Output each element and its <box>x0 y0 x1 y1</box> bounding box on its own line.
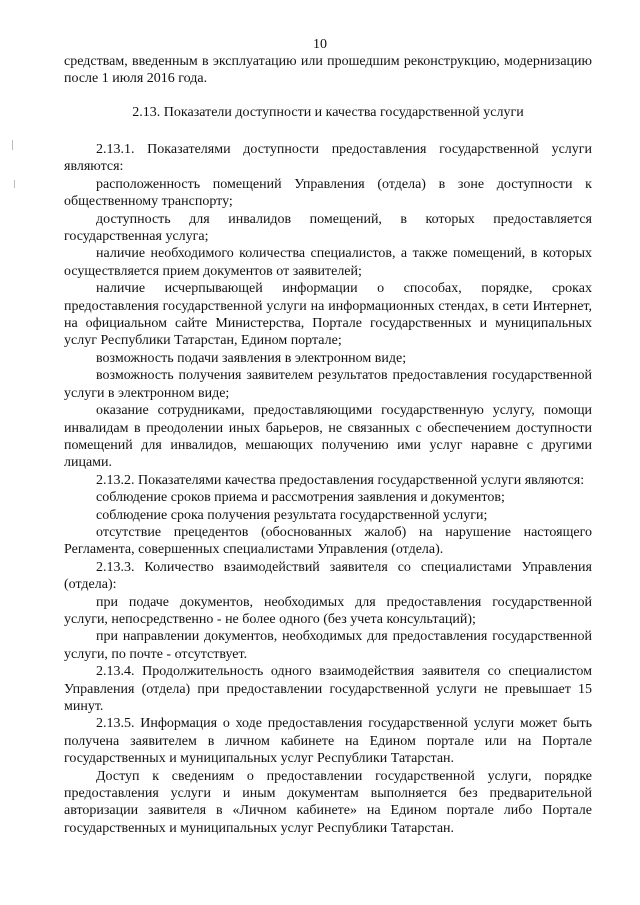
paragraph: 2.13.1. Показателями доступности предоставления государственной услуги являются: <box>64 142 592 175</box>
paragraph: наличие исчерпывающей информации о способах, порядке, сроках предоставления государственной услуги на информационных стендах, в сети Интернет, на официальном сайте Министерства, Портале государственных и муниципальных услуг Республики Татарстан, Едином портале; <box>64 281 592 349</box>
paragraph: возможность получения заявителем результатов предоставления государственной услуги в электронном виде; <box>64 368 592 401</box>
scan-mark <box>12 140 13 150</box>
paragraph: наличие необходимого количества специалистов, а также помещений, в которых осуществляется прием документов от заявителей; <box>64 246 592 279</box>
paragraph: оказание сотрудниками, предоставляющими государственную услугу, помощи инвалидам в преодолении иных барьеров, не связанных с обеспечением доступности помещений для инвалидов, мешающих получению ими услуг наравне с другими лицами. <box>64 403 592 471</box>
page-number: 10 <box>313 37 327 52</box>
section-heading-block <box>64 104 592 121</box>
paragraph: возможность подачи заявления в электронном виде; <box>96 350 407 366</box>
continuation-block <box>64 53 592 88</box>
paragraph: расположенность помещений Управления (отдела) в зоне доступности к общественному транспорту; <box>64 176 592 210</box>
paragraph: Доступ к сведениям о предоставлении государственной услуги, порядке предоставления услуги и иным документам выполняется без предварительной авторизации заявителя в «Личном кабинете» на Едином портале либо Портале государственных и муниципальных услуг Республики Татарстан. <box>64 768 592 836</box>
continuation-paragraph: средствам, введенным в эксплуатацию или прошедшим реконструкцию, модернизацию после 1 июля 2016 года. <box>64 54 592 87</box>
paragraph: 2.13.4. Продолжительность одного взаимодействия заявителя со специалистом Управления (отдела) при предоставлении государственной услуги не превышает 15 минут. <box>64 664 592 714</box>
paragraph: соблюдение сроков приема и рассмотрения заявления и документов; <box>96 490 505 506</box>
section-body <box>64 141 592 837</box>
paragraph: при подаче документов, необходимых для предоставления государственной услуги, непосредственно - не более одного (без учета консультаций); <box>64 594 592 627</box>
paragraph: отсутствие прецедентов (обоснованных жалоб) на нарушение настоящего Регламента, совершенных специалистами Управления (отдела). <box>64 524 592 558</box>
scan-mark <box>14 180 15 188</box>
paragraph: 2.13.3. Количество взаимодействий заявителя со специалистами Управления (отдела): <box>64 559 592 593</box>
paragraph: 2.13.2. Показателями качества предоставления государственной услуги являются: <box>96 472 585 488</box>
paragraph: доступность для инвалидов помещений, в которых предоставляется государственная услуга; <box>64 211 592 245</box>
paragraph: соблюдение срока получения результата государственной услуги; <box>96 507 488 523</box>
paragraph: при направлении документов, необходимых для предоставления государственной услуги, по почте - отсутствует. <box>64 629 592 662</box>
section-heading: 2.13. Показатели доступности и качества государственной услуги <box>132 105 524 120</box>
paragraph: 2.13.5. Информация о ходе предоставления государственной услуги может быть получена заявителем в личном кабинете на Едином портале или на Портале государственных и муниципальных услуг Республики Татарстан. <box>64 716 592 767</box>
